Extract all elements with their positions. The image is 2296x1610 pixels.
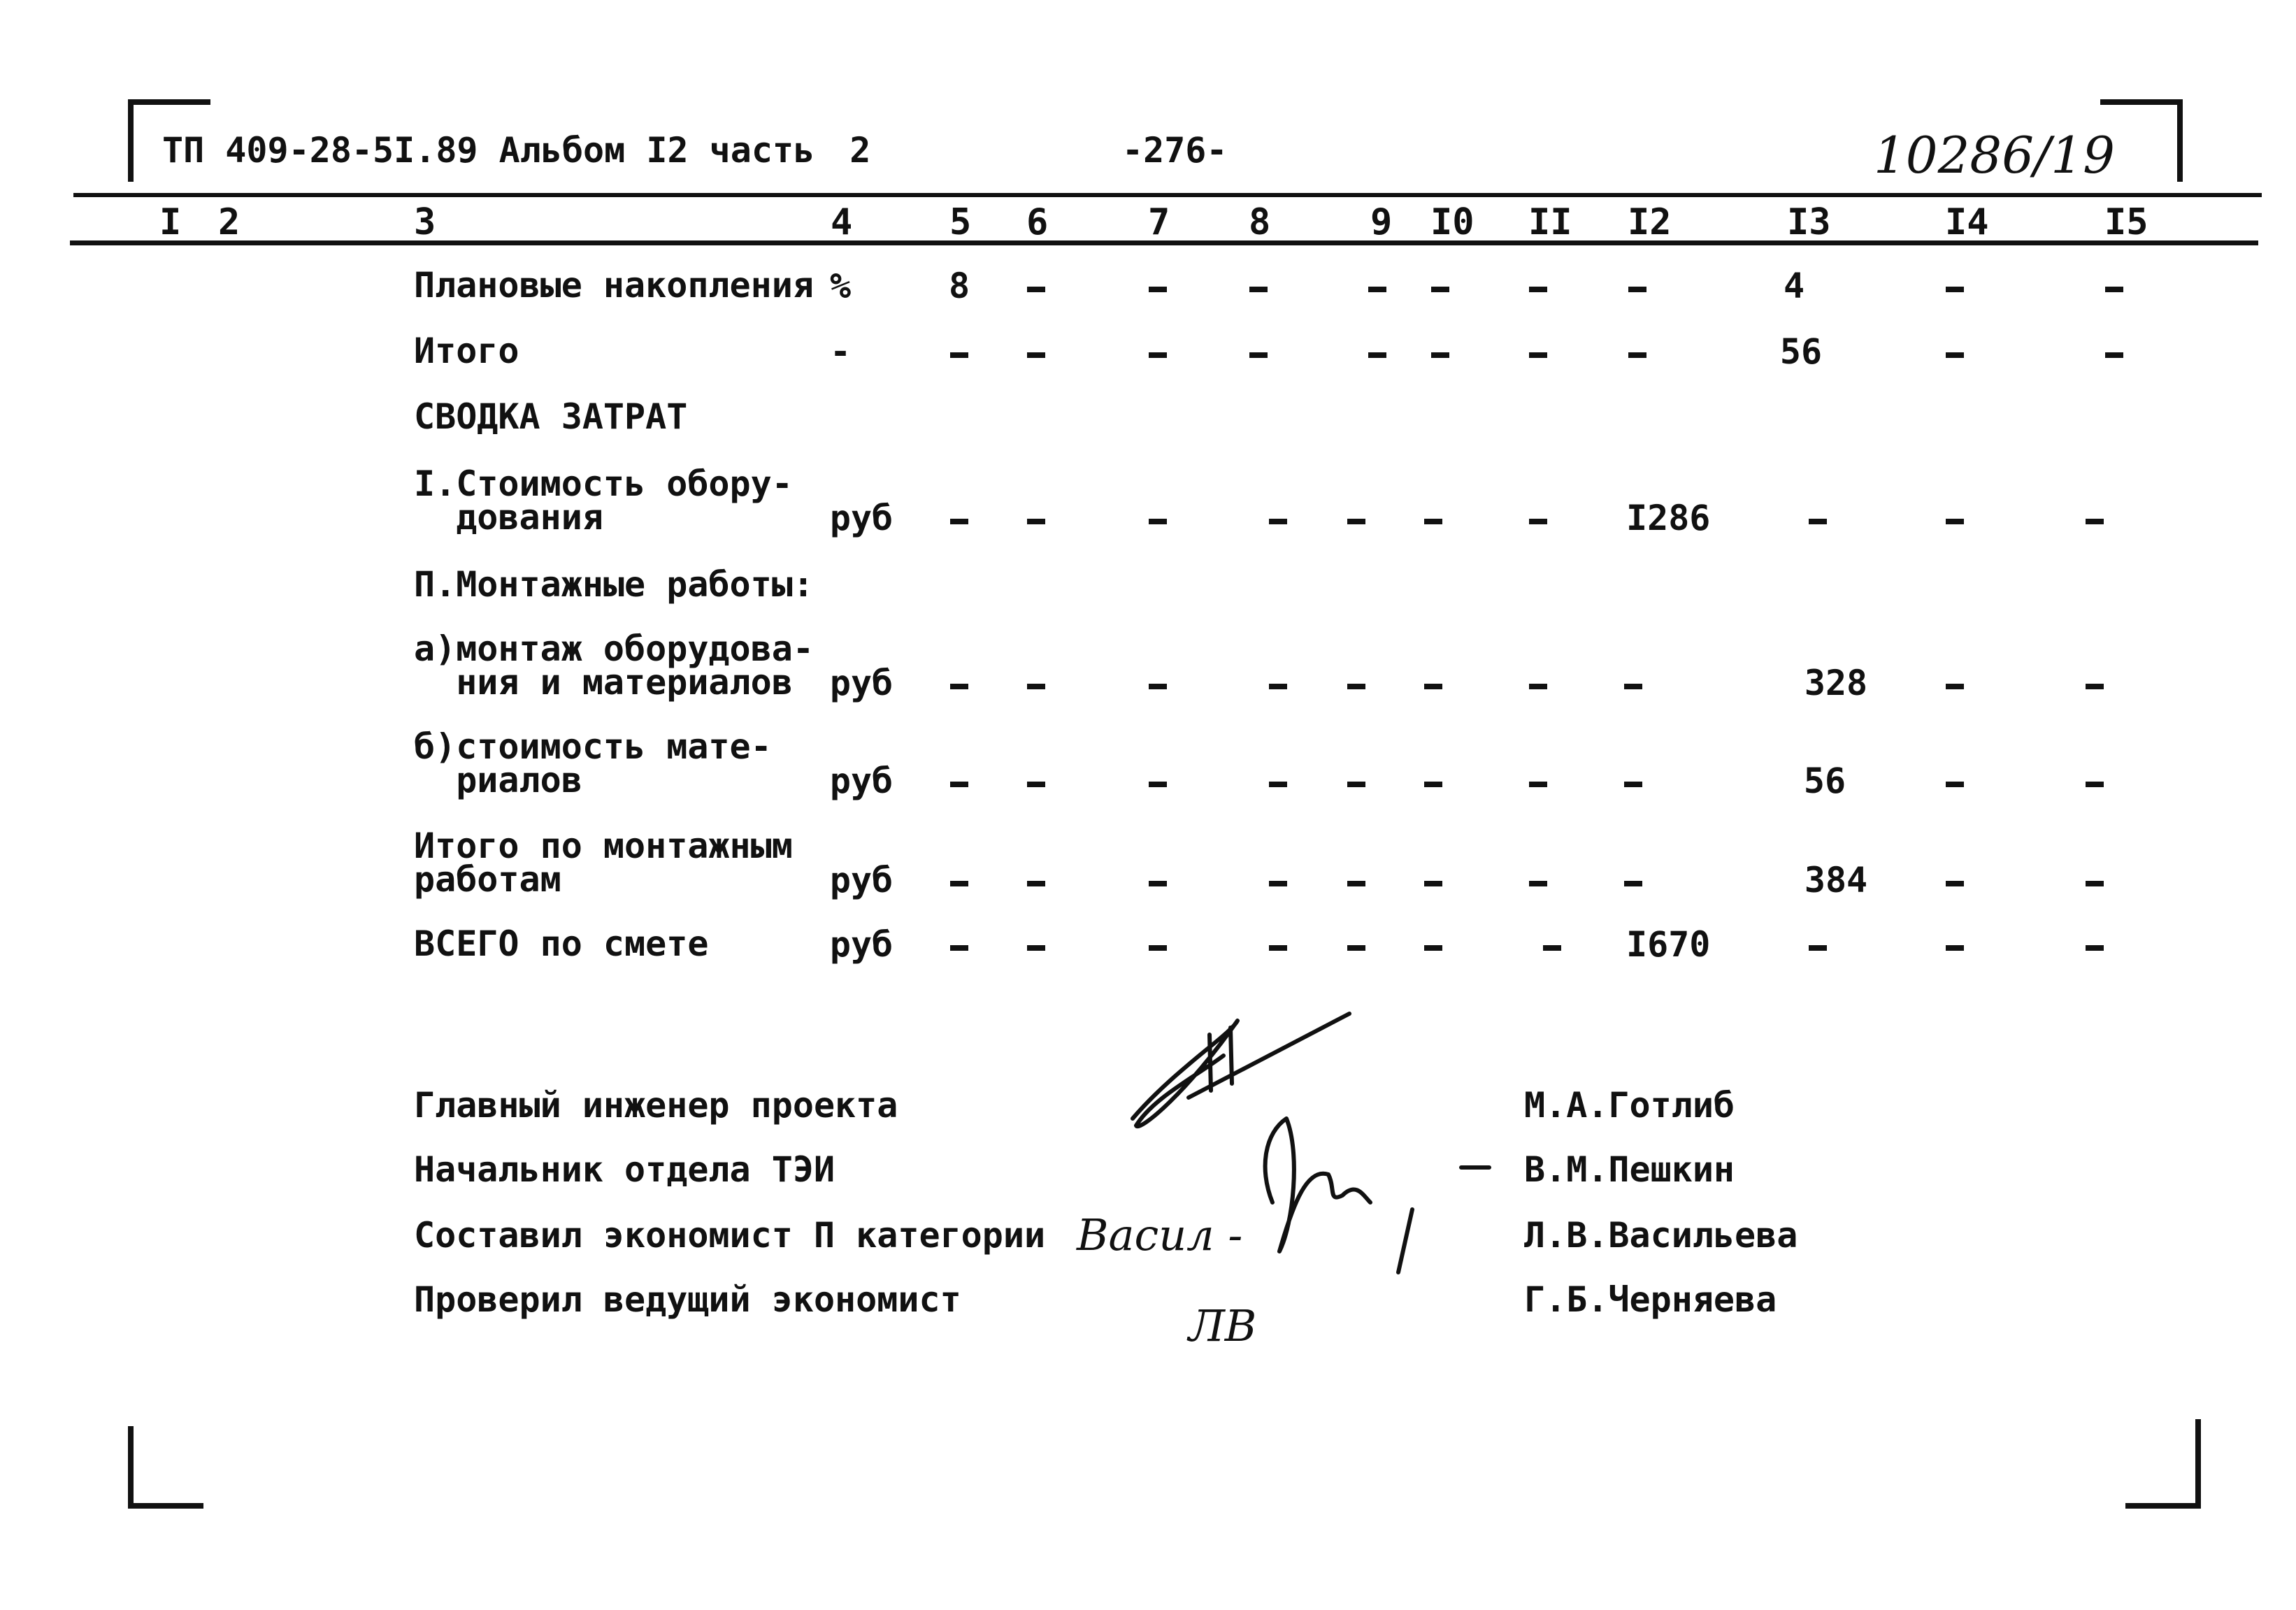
empty-cell-dash — [1027, 945, 1045, 951]
section-heading: П.Монтажные работы: — [414, 564, 814, 605]
handwritten-signatures — [1049, 993, 1552, 1384]
row-label: ВСЕГО по смете — [414, 923, 709, 964]
column-number: 6 — [1026, 201, 1049, 243]
row-label: дования — [414, 497, 603, 538]
empty-cell-dash — [1269, 782, 1287, 787]
empty-cell-dash — [2086, 684, 2104, 689]
empty-cell-dash — [1368, 287, 1386, 292]
section-heading: СВОДКА ЗАТРАТ — [414, 396, 688, 437]
empty-cell-dash — [1628, 287, 1646, 292]
value-cell: 56 — [1803, 761, 1846, 801]
empty-cell-dash — [1809, 945, 1827, 951]
unit-cell: % — [829, 266, 852, 306]
doc-part: 2 — [849, 130, 871, 171]
row-label: б)стоимость мате- — [414, 726, 772, 767]
column-number: I3 — [1787, 201, 1831, 243]
unit-cell: - — [829, 331, 852, 372]
handwritten-ref: 10286/19 — [1874, 126, 2115, 185]
empty-cell-dash — [1027, 782, 1045, 787]
value-cell: 328 — [1804, 663, 1868, 703]
empty-cell-dash — [1347, 519, 1365, 524]
row-label: ния и материалов — [414, 662, 793, 703]
empty-cell-dash — [1431, 352, 1449, 358]
column-number: 3 — [414, 201, 436, 243]
empty-cell-dash — [1149, 352, 1167, 358]
column-number: 8 — [1249, 201, 1271, 243]
empty-cell-dash — [1269, 684, 1287, 689]
empty-cell-dash — [1946, 945, 1964, 951]
empty-cell-dash — [1424, 945, 1442, 951]
empty-cell-dash — [1249, 287, 1268, 292]
column-number: I5 — [2104, 201, 2148, 243]
signature-stroke — [1133, 1014, 1349, 1126]
empty-cell-dash — [2086, 945, 2104, 951]
empty-cell-dash — [1624, 782, 1642, 787]
empty-cell-dash — [1424, 684, 1442, 689]
document-code — [162, 130, 870, 171]
empty-cell-dash — [1027, 352, 1045, 358]
empty-cell-dash — [1946, 519, 1964, 524]
empty-cell-dash — [1368, 352, 1386, 358]
unit-cell: руб — [829, 498, 894, 538]
handwritten-signature-note: Васил - — [1077, 1209, 1243, 1260]
empty-cell-dash — [1529, 782, 1547, 787]
column-number: II — [1528, 201, 1572, 243]
empty-cell-dash — [1946, 881, 1964, 886]
signature-stroke — [1265, 1119, 1489, 1272]
empty-cell-dash — [2086, 519, 2104, 524]
signature-role: Начальник отдела ТЭИ — [414, 1149, 835, 1190]
handwritten-initials: ЛВ — [1189, 1300, 1257, 1351]
empty-cell-dash — [2105, 287, 2123, 292]
empty-cell-dash — [1628, 352, 1646, 358]
column-number: 5 — [949, 201, 972, 243]
value-cell: 56 — [1779, 331, 1823, 372]
empty-cell-dash — [1543, 945, 1561, 951]
empty-cell-dash — [1149, 782, 1167, 787]
column-number: I — [159, 201, 182, 243]
row-label: Итого — [414, 331, 519, 371]
empty-cell-dash — [1624, 881, 1642, 886]
empty-cell-dash — [2086, 782, 2104, 787]
row-label: а)монтаж оборудова- — [414, 628, 814, 669]
signature-name: В.М.Пешкин — [1524, 1149, 1735, 1190]
row-label: Плановые накопления — [414, 265, 814, 306]
empty-cell-dash — [1269, 945, 1287, 951]
page-number: -276- — [1122, 130, 1228, 171]
unit-cell: руб — [829, 924, 894, 965]
empty-cell-dash — [1027, 519, 1045, 524]
empty-cell-dash — [1149, 519, 1167, 524]
empty-cell-dash — [2086, 881, 2104, 886]
empty-cell-dash — [950, 782, 968, 787]
empty-cell-dash — [1347, 945, 1365, 951]
column-number: I2 — [1628, 201, 1672, 243]
empty-cell-dash — [1624, 684, 1642, 689]
corner-bracket-bottom-left — [128, 1426, 203, 1509]
value-cell: 8 — [948, 266, 970, 306]
empty-cell-dash — [950, 519, 968, 524]
unit-cell: руб — [829, 761, 894, 801]
row-label: работам — [414, 859, 561, 900]
empty-cell-dash — [950, 945, 968, 951]
empty-cell-dash — [1529, 684, 1547, 689]
unit-cell: руб — [829, 663, 894, 703]
column-number: I0 — [1430, 201, 1475, 243]
empty-cell-dash — [1946, 782, 1964, 787]
corner-bracket-bottom-right — [2125, 1419, 2201, 1509]
column-number: 4 — [831, 201, 853, 243]
empty-cell-dash — [1347, 782, 1365, 787]
signature-role: Составил экономист П категории — [414, 1215, 1046, 1256]
value-cell: 4 — [1783, 266, 1805, 306]
column-number: I4 — [1945, 201, 1989, 243]
empty-cell-dash — [1946, 352, 1964, 358]
empty-cell-dash — [1529, 881, 1547, 886]
empty-cell-dash — [1027, 684, 1045, 689]
column-number: 2 — [218, 201, 241, 243]
empty-cell-dash — [1431, 287, 1449, 292]
empty-cell-dash — [1946, 684, 1964, 689]
empty-cell-dash — [1424, 782, 1442, 787]
empty-cell-dash — [1249, 352, 1268, 358]
value-cell: 384 — [1804, 860, 1868, 900]
empty-cell-dash — [1269, 881, 1287, 886]
signature-role: Проверил ведущий экономист — [414, 1279, 961, 1320]
doc-code-text: ТП 409-28-5I.89 Альбом I2 часть — [162, 130, 815, 171]
empty-cell-dash — [1809, 519, 1827, 524]
value-cell: I286 — [1626, 498, 1711, 538]
top-rule — [73, 193, 2262, 197]
row-label: I.Стоимость обору- — [414, 463, 793, 504]
empty-cell-dash — [1149, 881, 1167, 886]
empty-cell-dash — [1529, 352, 1547, 358]
row-label: Итого по монтажным — [414, 826, 793, 866]
value-cell: I670 — [1626, 924, 1711, 965]
empty-cell-dash — [1946, 287, 1964, 292]
empty-cell-dash — [1149, 945, 1167, 951]
signature-role: Главный инженер проекта — [414, 1085, 898, 1126]
empty-cell-dash — [1529, 287, 1547, 292]
empty-cell-dash — [1529, 519, 1547, 524]
signature-name: Г.Б.Черняева — [1524, 1279, 1777, 1320]
empty-cell-dash — [1347, 684, 1365, 689]
column-number: 9 — [1370, 201, 1393, 243]
empty-cell-dash — [1424, 519, 1442, 524]
signature-name: Л.В.Васильева — [1524, 1215, 1798, 1256]
empty-cell-dash — [950, 352, 968, 358]
unit-cell: руб — [829, 860, 894, 900]
empty-cell-dash — [950, 684, 968, 689]
empty-cell-dash — [2105, 352, 2123, 358]
empty-cell-dash — [1027, 881, 1045, 886]
column-number: 7 — [1148, 201, 1170, 243]
empty-cell-dash — [1149, 287, 1167, 292]
empty-cell-dash — [1149, 684, 1167, 689]
empty-cell-dash — [1269, 519, 1287, 524]
empty-cell-dash — [1347, 881, 1365, 886]
empty-cell-dash — [1027, 287, 1045, 292]
empty-cell-dash — [1424, 881, 1442, 886]
row-label: риалов — [414, 760, 582, 800]
empty-cell-dash — [950, 881, 968, 886]
signature-name: М.А.Готлиб — [1524, 1085, 1735, 1126]
